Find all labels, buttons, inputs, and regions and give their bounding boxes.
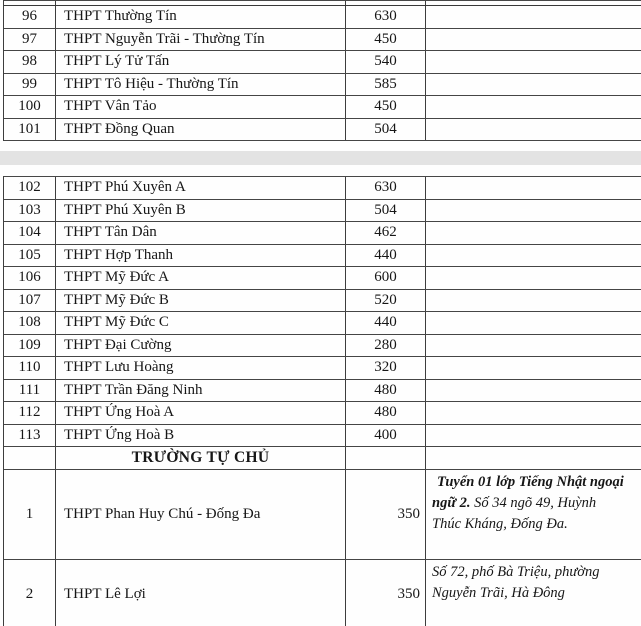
school-name-cell [56, 1, 346, 5]
page-separator-band [0, 151, 641, 165]
row-number-cell: 98 [4, 51, 56, 73]
row-number-cell [4, 447, 56, 469]
quota-table-lower [3, 176, 641, 626]
row-number-cell: 99 [4, 74, 56, 96]
school-name-cell: THPT Lý Tử Tấn [56, 51, 346, 73]
row-number-cell: 106 [4, 267, 56, 289]
row-number-cell: 2 [4, 560, 56, 626]
school-name-cell: THPT Ứng Hoà A [56, 402, 346, 424]
note-cell [426, 200, 641, 222]
row-number-cell: 108 [4, 312, 56, 334]
quota-cell: 350 [346, 470, 426, 559]
table-row [4, 222, 641, 245]
school-name-cell: THPT Thường Tín [56, 6, 346, 28]
table-row [4, 177, 641, 200]
quota-table-upper [3, 0, 641, 141]
school-name-cell: THPT Vân Tảo [56, 96, 346, 118]
quota-cell: 520 [346, 290, 426, 312]
row-number-cell: 105 [4, 245, 56, 267]
table-row [4, 357, 641, 380]
note-cell [426, 425, 641, 447]
row-number-cell: 103 [4, 200, 56, 222]
note-cell [426, 6, 641, 28]
row-number-cell: 109 [4, 335, 56, 357]
row-number-cell: 96 [4, 6, 56, 28]
note-cell [426, 447, 641, 469]
quota-cell: 480 [346, 402, 426, 424]
school-name-cell: THPT Tân Dân [56, 222, 346, 244]
note-text: Số 34 ngõ 49, Huỳnh Thúc Kháng, Đống Đa. [432, 494, 597, 532]
note-cell [426, 312, 641, 334]
note-cell [426, 335, 641, 357]
row-number-cell: 97 [4, 29, 56, 51]
school-name-cell: THPT Trần Đăng Ninh [56, 380, 346, 402]
school-name-cell: THPT Mỹ Đức C [56, 312, 346, 334]
table-row [4, 380, 641, 403]
quota-cell: 440 [346, 312, 426, 334]
school-name-cell: THPT Phan Huy Chú - Đống Đa [56, 470, 346, 559]
note-cell [426, 96, 641, 118]
table-row [4, 312, 641, 335]
table-row [4, 119, 641, 142]
quota-cell [346, 447, 426, 469]
row-number-cell: 107 [4, 290, 56, 312]
table-row [4, 96, 641, 119]
row-number-cell: 112 [4, 402, 56, 424]
note-cell [426, 29, 641, 51]
note-cell [426, 1, 641, 5]
row-number-cell: 100 [4, 96, 56, 118]
note-text: Số 72, phố Bà Triệu, phường Nguyễn Trãi, Hà Đông [432, 563, 600, 601]
row-number-cell: 113 [4, 425, 56, 447]
note-cell [426, 560, 641, 626]
note-cell [426, 74, 641, 96]
note-cell [426, 267, 641, 289]
row-number-cell: 101 [4, 119, 56, 141]
note-cell [426, 380, 641, 402]
note-cell [426, 51, 641, 73]
quota-cell: 440 [346, 245, 426, 267]
table-row [4, 6, 641, 29]
school-name-cell: THPT Ứng Hoà B [56, 425, 346, 447]
quota-cell: 504 [346, 200, 426, 222]
quota-cell [346, 1, 426, 5]
quota-cell: 600 [346, 267, 426, 289]
quota-cell: 480 [346, 380, 426, 402]
school-name-cell: THPT Phú Xuyên A [56, 177, 346, 199]
school-name-cell: THPT Mỹ Đức A [56, 267, 346, 289]
table-row [4, 245, 641, 268]
school-name-cell: THPT Tô Hiệu - Thường Tín [56, 74, 346, 96]
school-name-cell: THPT Đại Cường [56, 335, 346, 357]
note-cell [426, 357, 641, 379]
table-row [4, 74, 641, 97]
table-body [4, 177, 641, 447]
section-header-cell: TRƯỜNG TỰ CHỦ [56, 447, 346, 469]
table-row [4, 425, 641, 448]
note-cell [426, 290, 641, 312]
quota-cell: 630 [346, 6, 426, 28]
table-row [4, 402, 641, 425]
table-row [4, 51, 641, 74]
note-cell [426, 245, 641, 267]
quota-cell: 504 [346, 119, 426, 141]
table-row [4, 290, 641, 313]
quota-cell: 450 [346, 96, 426, 118]
note-cell [426, 222, 641, 244]
note-cell [426, 470, 641, 559]
school-name-cell: THPT Đồng Quan [56, 119, 346, 141]
quota-cell: 320 [346, 357, 426, 379]
row-number-cell: 1 [4, 470, 56, 559]
note-cell [426, 177, 641, 199]
table-row [4, 267, 641, 290]
table-body [4, 6, 641, 141]
section-header-row [4, 447, 641, 470]
quota-cell: 462 [346, 222, 426, 244]
quota-cell: 400 [346, 425, 426, 447]
school-name-cell: THPT Mỹ Đức B [56, 290, 346, 312]
note-cell [426, 402, 641, 424]
quota-cell: 540 [346, 51, 426, 73]
table-row [4, 470, 641, 560]
row-number-cell: 111 [4, 380, 56, 402]
table-row [4, 560, 641, 626]
row-number-cell: 110 [4, 357, 56, 379]
quota-cell: 450 [346, 29, 426, 51]
school-name-cell: THPT Hợp Thanh [56, 245, 346, 267]
quota-cell: 585 [346, 74, 426, 96]
row-number-cell: 104 [4, 222, 56, 244]
table-row [4, 200, 641, 223]
note-cell [426, 119, 641, 141]
table-row [4, 335, 641, 358]
school-name-cell: THPT Nguyễn Trãi - Thường Tín [56, 29, 346, 51]
quota-cell: 630 [346, 177, 426, 199]
school-name-cell: THPT Lưu Hoàng [56, 357, 346, 379]
school-name-cell: THPT Lê Lợi [56, 560, 346, 626]
school-name-cell: THPT Phú Xuyên B [56, 200, 346, 222]
note-emphasis-text: Tuyển 01 lớp Tiếng Nhật ngoại ngữ 2. [432, 473, 624, 511]
quota-cell: 280 [346, 335, 426, 357]
row-number-cell: 102 [4, 177, 56, 199]
quota-cell: 350 [346, 560, 426, 626]
row-number-cell [4, 1, 56, 5]
table-row [4, 29, 641, 52]
